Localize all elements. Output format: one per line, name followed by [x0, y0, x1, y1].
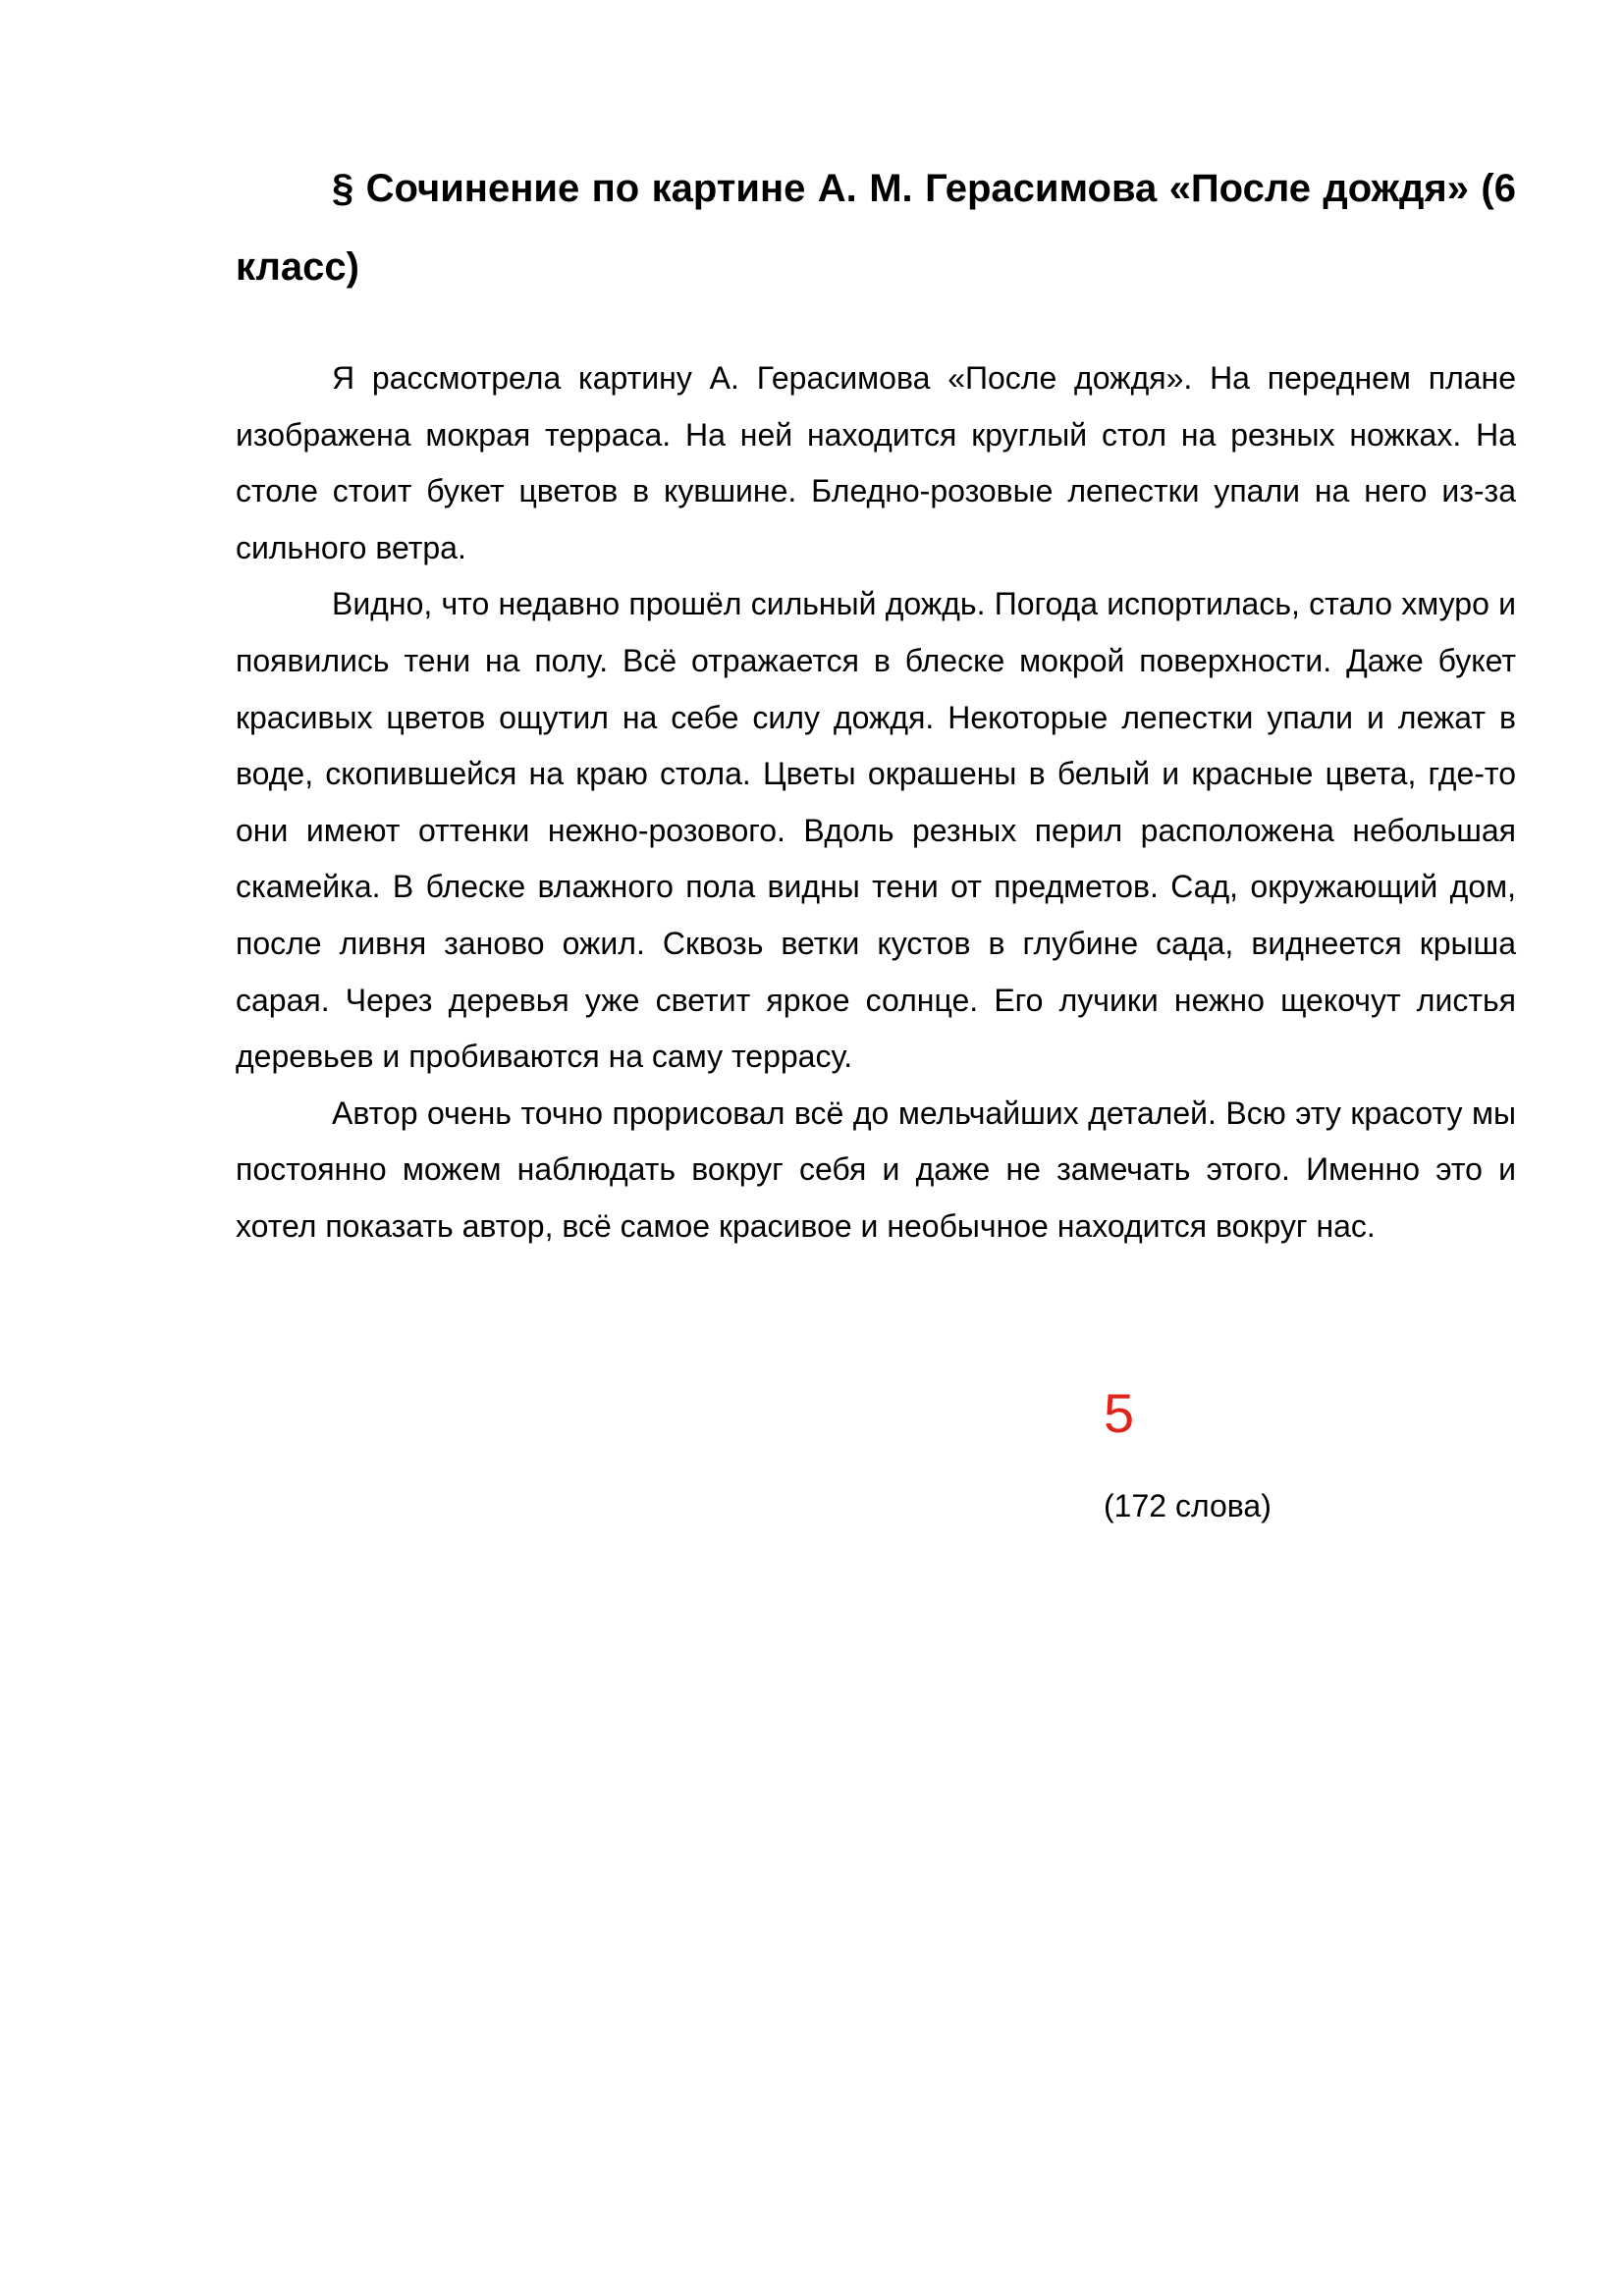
paragraph-1: Я рассмотрела картину А. Герасимова «После дождя». На переднем плане изображена мокрая терраса. На ней находится круглый стол на резных ножках. На столе стоит букет цветов в кувшине. Бледно-розовые лепестки упали на него из-за сильного ветра. [236, 360, 1516, 565]
word-count: (172 слова) [1104, 1488, 1272, 1523]
paragraph-2: Видно, что недавно прошёл сильный дождь. Погода испортилась, стало хмуро и появились тени на полу. Всё отражается в блеске мокрой поверхности. Даже букет красивых цветов ощутил на себе силу дождя. Некоторые лепестки упали и лежат в воде, скопившейся на краю стола. Цветы окрашены в белый и красные цвета, где-то они имеют оттенки нежно-розового. Вдоль резных перил расположена небольшая скамейка. В блеске влажного пола видны тени от предметов. Сад, окружающий дом, после ливня заново ожил. Сквозь ветки кустов в глубине сада, виднеется крыша сарая. Через деревья уже светит яркое солнце. Его лучики нежно щекочут листья деревьев и пробиваются на саму террасу. [236, 586, 1516, 1075]
paragraph-3: Автор очень точно прорисовал всё до мельчайших деталей. Всю эту красоту мы постоянно можем наблюдать вокруг себя и даже не замечать этого. Именно это и хотел показать автор, всё самое красивое и необычное находится вокруг нас. [236, 1095, 1516, 1244]
grade-mark: 5 [1104, 1382, 1135, 1444]
page-title: § Сочинение по картине А. М. Герасимова «После дождя» (6 класс) [236, 167, 1516, 289]
document-content [236, 149, 1516, 1255]
essay-body [236, 350, 1516, 1255]
